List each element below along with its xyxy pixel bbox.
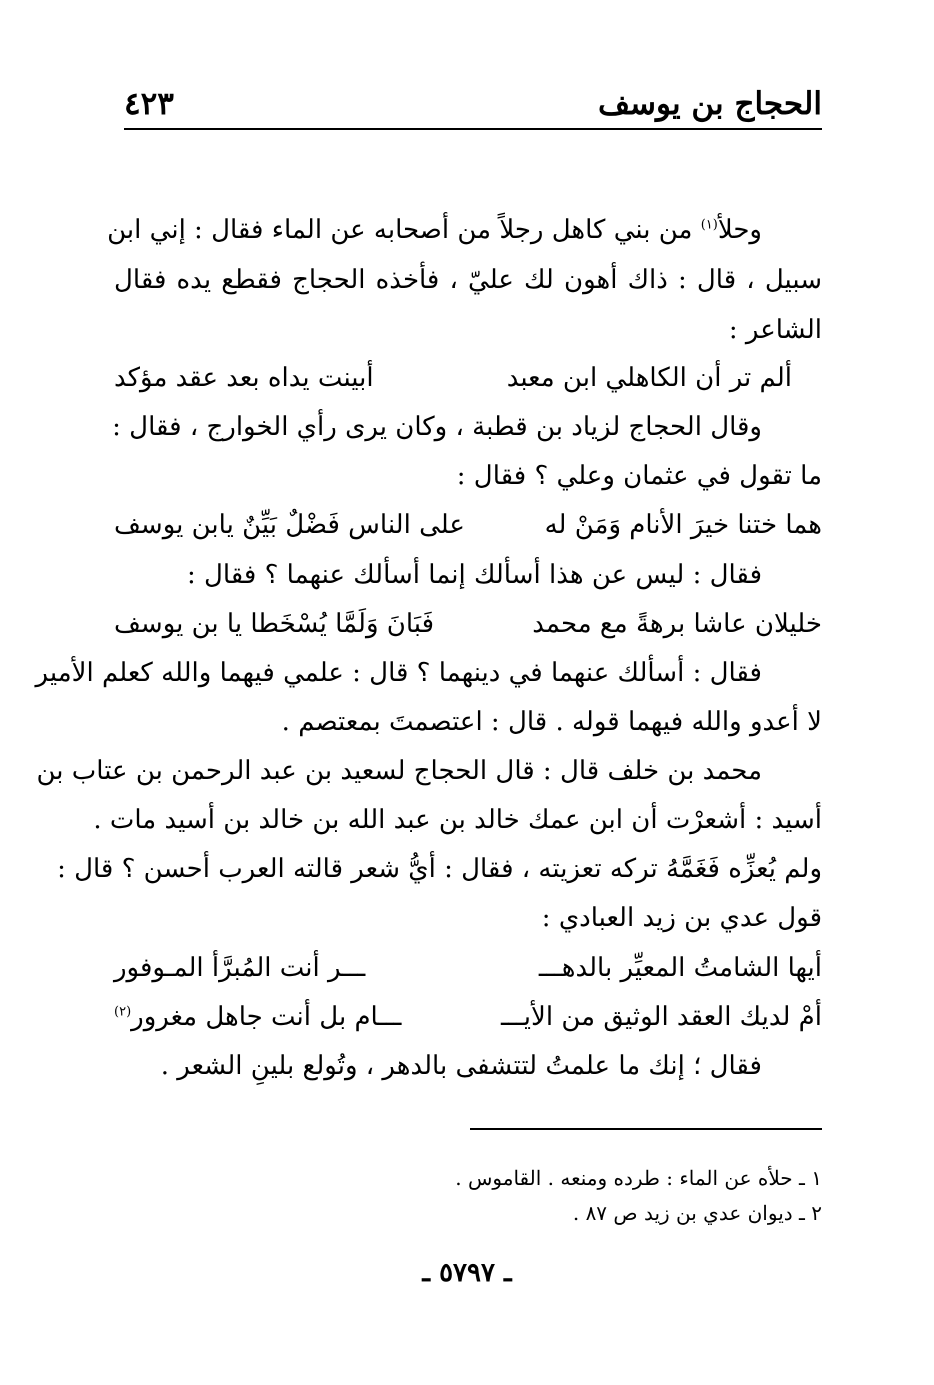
- verse-line: [114, 599, 822, 649]
- footnote-1: ١ ـ حلأه عن الماء : طرده ومنعه . القاموس .: [455, 1166, 822, 1190]
- verse-hemistich-1: أيها الشامتُ المعيِّر بالدهـــ: [538, 953, 822, 983]
- verse-line: [114, 353, 822, 403]
- text-line: قول عدي بن زيد العبادي :: [541, 903, 822, 933]
- text-line: محمد بن خلف قال : قال الحجاج لسعيد بن عبد الرحمن بن عتاب بن: [36, 756, 762, 786]
- verse-hemistich-1: أمْ لديك العقد الوثيق من الأيـــ: [500, 1002, 822, 1032]
- text-line: فقال : أسألك عنهما في دينهما ؟ قال : علمي فيهما والله كعلم الأمير: [35, 658, 762, 688]
- page-number: ٤٢٣: [124, 86, 174, 122]
- footnote-2: ٢ ـ ديوان عدي بن زيد ص ٨٧ .: [572, 1201, 822, 1225]
- verse-line: [114, 500, 822, 550]
- text-line: الشاعر :: [728, 315, 822, 345]
- verse-hemistich-2: ـــام بل أنت جاهل مغرور$^{(٢)}$: [114, 1002, 402, 1032]
- verse-hemistich-2: أبينت يداه بعد عقد مؤكد: [114, 363, 374, 393]
- verse-hemistich-1: ألم تر أن الكاهلي ابن معبد: [506, 363, 792, 393]
- verse-hemistich-1: هما ختنا خيرَ الأنام وَمَنْ له: [544, 510, 822, 540]
- footnote-rule: [470, 1128, 822, 1130]
- text-line: ولم يُعزِّه فَغَمَّهُ تركه تعزيته ، فقال : أيُّ شعر قالته العرب أحسن ؟ قال :: [57, 854, 822, 884]
- verse-hemistich-2: على الناس فَضْلٌ بَيِّنٌ يابن يوسف: [114, 510, 465, 540]
- footer-page-number: ـ ٥٧٩٧ ـ: [422, 1258, 512, 1288]
- text-line: سبيل ، قال : ذاك أهون لك عليّ ، فأخذه الحجاج فقطع يده فقال: [114, 265, 822, 295]
- text-line: ما تقول في عثمان وعلي ؟ فقال :: [456, 461, 822, 491]
- text-line: فقال : ليس عن هذا أسألك إنما أسألك عنهما ؟ فقال :: [186, 560, 762, 590]
- verse-line: [114, 943, 822, 993]
- text-line: فقال ؛ إنك ما علمتُ لتتشفى بالدهر ، وتُولع بلينِ الشعر .: [160, 1051, 762, 1081]
- footnote-ref: (٢): [114, 1004, 132, 1020]
- text-line: لا أعدو والله فيهما قوله . قال : اعتصمتَ بمعتصم .: [281, 707, 822, 737]
- verse-hemistich-2: ـــر أنت المُبرَّأ المـوفور: [114, 953, 366, 983]
- header-rule: [124, 128, 822, 130]
- verse-line: [114, 992, 822, 1042]
- text-line: وقال الحجاج لزياد بن قطبة ، وكان يرى رأي الخوارج ، فقال :: [112, 412, 762, 442]
- running-title: الحجاج بن يوسف: [597, 86, 822, 122]
- footnote-ref: (١): [700, 217, 718, 233]
- text-line: وحلأ$^{(١)}$ من بني كاهل رجلاً من أصحابه عن الماء فقال : إني ابن: [107, 215, 762, 245]
- verse-hemistich-2: فَبَانَ وَلَمَّا يُسْخَطا يا بن يوسف: [114, 609, 435, 639]
- verse-hemistich-1: خليلان عاشا برهةً مع محمد: [532, 609, 822, 639]
- text-line: أسيد : أشعرْت أن ابن عمك خالد بن عبد الله بن خالد بن أسيد مات .: [93, 805, 822, 835]
